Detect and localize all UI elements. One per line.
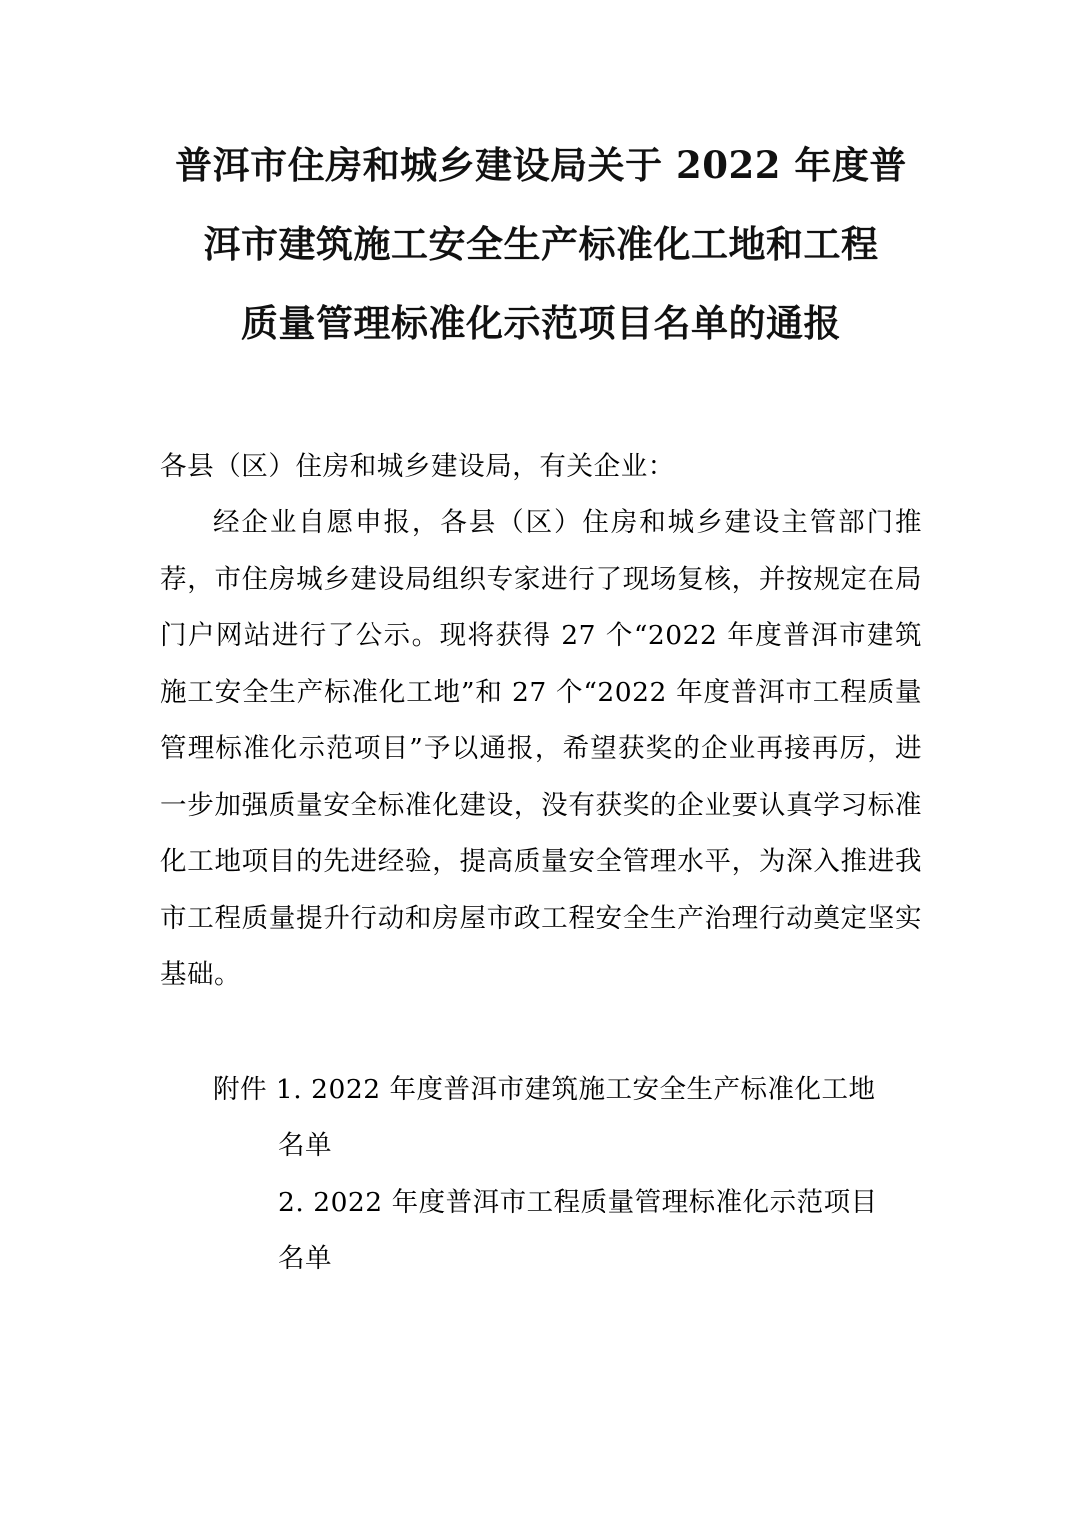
salutation: 各县（区）住房和城乡建设局，有关企业： <box>160 451 675 482</box>
document-body <box>160 0 922 1288</box>
attachment-1-line-2: 名单 <box>278 1130 332 1161</box>
body-paragraph: 经企业自愿申报，各县（区）住房和城乡建设主管部门推荐，市住房城乡建设局组织专家进行了现场复核，并按规定在局门户网站进行了公示。现将获得 27 个“2022 年度普洱市建筑施工安全生产标准化工地”和 27 个“2022 年度普洱市工程质量管理标准化示范项目”予以通报，希望获奖的企业再接再厉，进一步加强质量安全标准化建设，没有获奖的企业要认真学习标准化工地项目的先进经验，提高质量安全管理水平，为深入推进我市工程质量提升行动和房屋市政工程安全生产治理行动奠定坚实基础。 <box>160 507 922 990</box>
attachment-1-line-1: 附件 1. 2022 年度普洱市建筑施工安全生产标准化工地 <box>213 1073 876 1105</box>
attachment-list <box>160 1004 922 1288</box>
title-line-3: 质量管理标准化示范项目名单的通报 <box>241 301 841 345</box>
page-title <box>160 0 922 363</box>
attachment-2-line-1: 2. 2022 年度普洱市工程质量管理标准化示范项目 <box>278 1186 878 1218</box>
attachment-2-line-2: 名单 <box>278 1243 332 1274</box>
title-line-2: 洱市建筑施工安全生产标准化工地和工程 <box>203 222 879 266</box>
title-line-1: 普洱市住房和城乡建设局关于 2022 年度普 <box>175 143 907 187</box>
